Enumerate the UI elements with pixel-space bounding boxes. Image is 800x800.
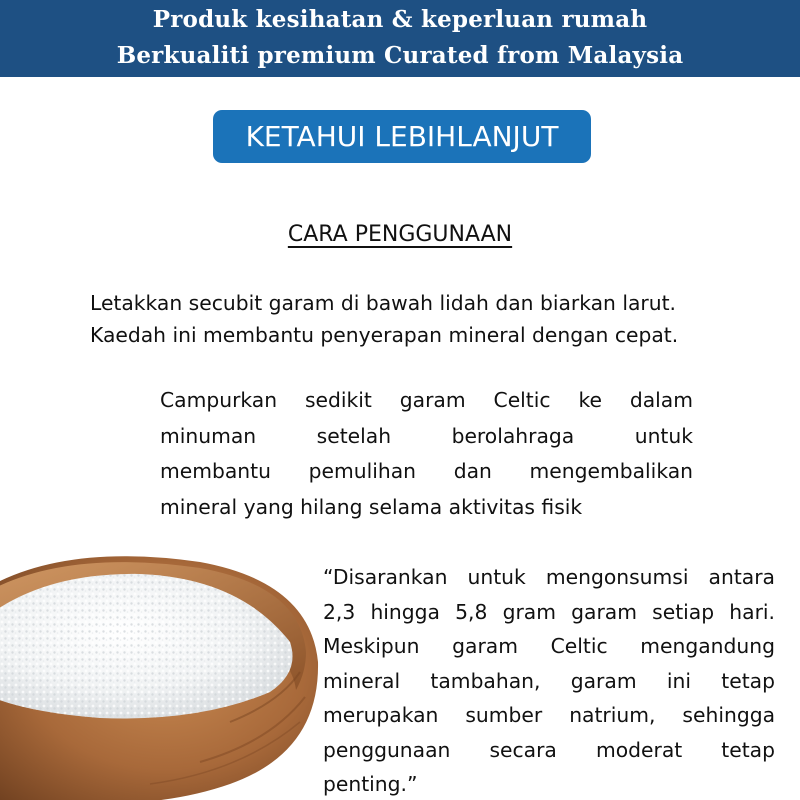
paragraph-line: Meskipun garam Celtic mengandung	[323, 634, 775, 658]
paragraph-line: Campurkan sedikit garam Celtic ke dalam	[160, 388, 693, 412]
paragraph-line: mineral yang hilang selama aktivitas fisik	[160, 494, 583, 519]
salt-bowl-image	[0, 522, 322, 800]
usage-paragraph-1	[90, 287, 780, 351]
paragraph-line: membantu pemulihan dan mengembalikan	[160, 459, 693, 483]
paragraph-line: Letakkan secubit garam di bawah lidah dan biarkan larut.	[90, 291, 676, 315]
banner-line-2: Berkualiti premium Curated from Malaysia	[116, 42, 684, 69]
paragraph-line: minuman setelah berolahraga untuk	[160, 423, 693, 448]
banner-line-1: Produk kesihatan & keperluan rumah	[152, 6, 648, 33]
paragraph-line: penting.”	[323, 772, 418, 796]
paragraph-line: Kaedah ini membantu penyerapan mineral dengan cepat.	[90, 323, 679, 347]
learn-more-button[interactable]: KETAHUI LEBIHLANJUT	[213, 110, 591, 163]
paragraph-line: 2,3 hingga 5,8 gram garam setiap hari.	[323, 599, 775, 624]
paragraph-line: “Disarankan untuk mengonsumsi antara	[323, 565, 775, 589]
paragraph-line: mineral tambahan, garam ini tetap	[323, 668, 775, 693]
top-banner	[0, 0, 800, 77]
usage-paragraph-2	[160, 383, 693, 525]
paragraph-line: penggunaan secara moderat tetap	[323, 737, 775, 762]
paragraph-line: merupakan sumber natrium, sehingga	[323, 703, 775, 727]
recommendation-quote	[323, 560, 775, 800]
section-title: CARA PENGGUNAAN	[287, 222, 513, 247]
